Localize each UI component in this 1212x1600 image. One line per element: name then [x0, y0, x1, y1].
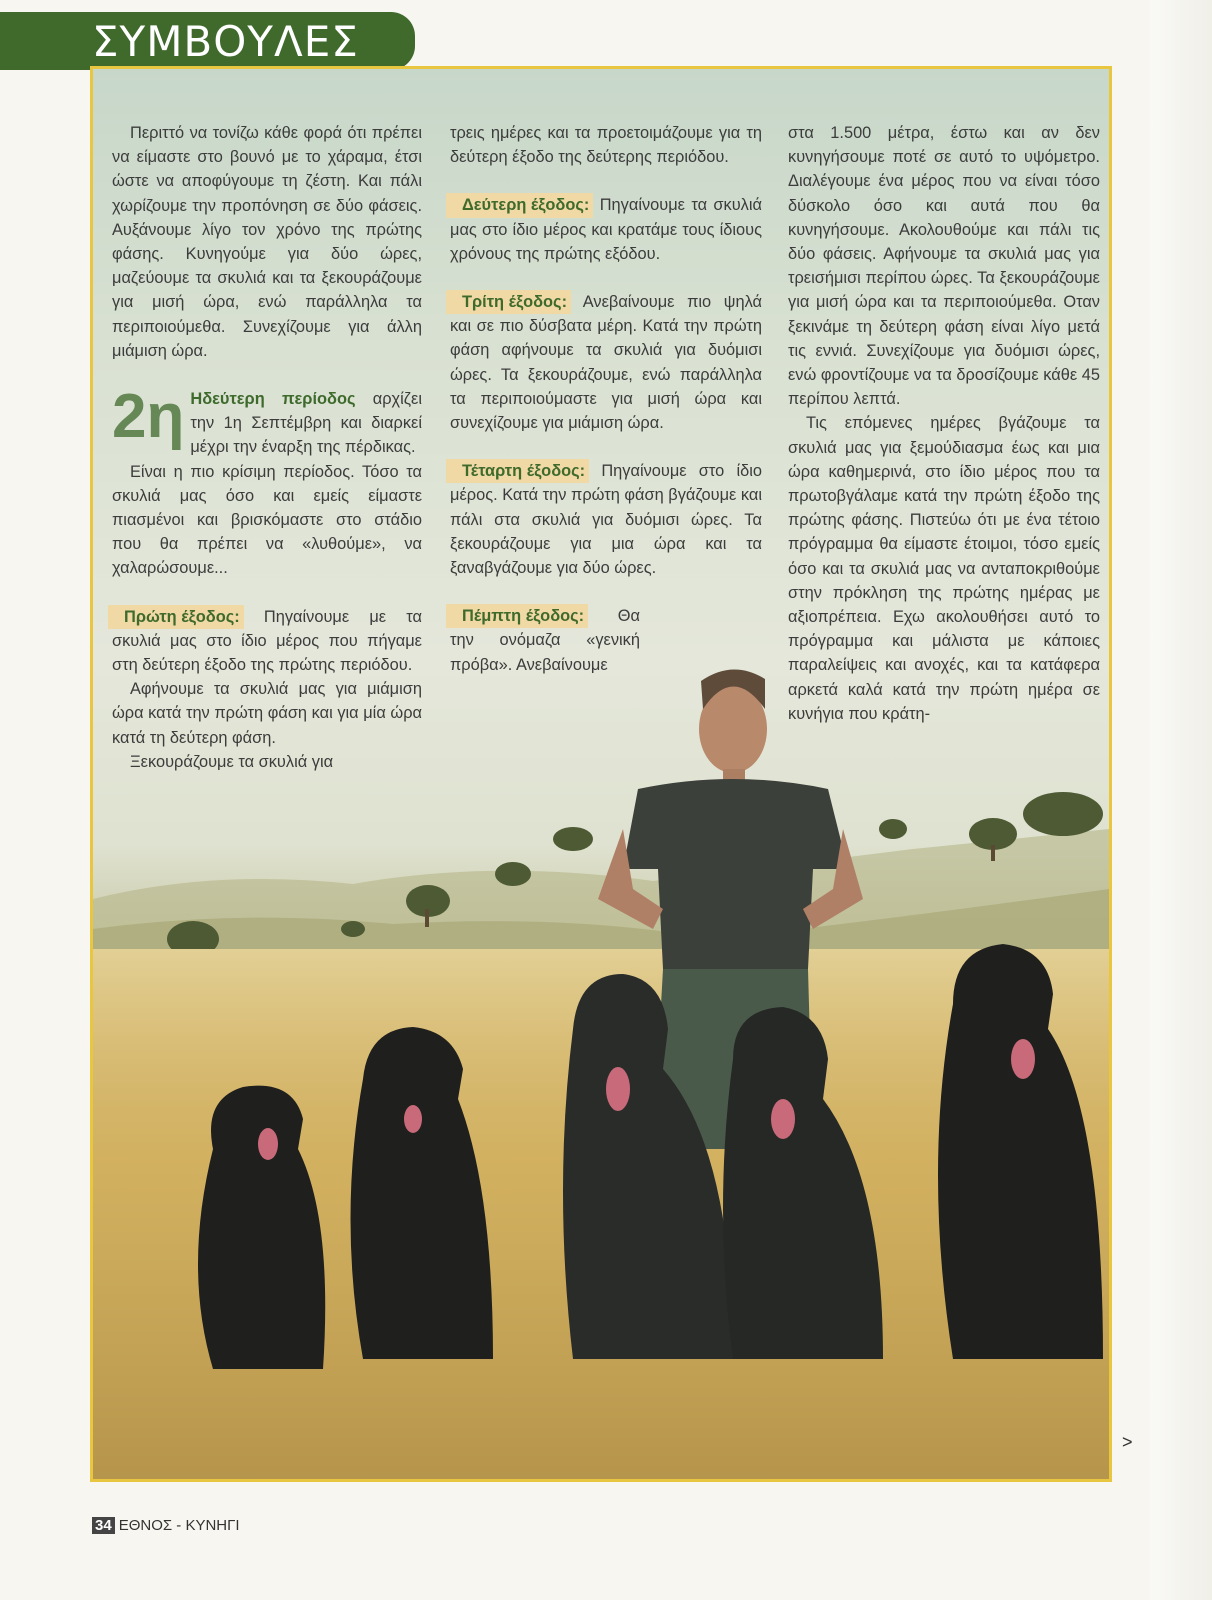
paragraph-third-exit: Τρίτη έξοδος: Ανεβαίνουμε πιο ψηλά και σε πιο δύσβατα μέρη. Κατά την πρώτη φάση αφήνουμε τα σκυλιά για δυόμισι ώρες. Τα ξεκουράζουμε, ενώ παράλληλα τα περιποιούμαστε για μισή ώρα και συνεχίζουμε για μιάμιση ώρα. [450, 290, 762, 435]
continue-marker: > [1122, 1432, 1133, 1452]
paragraph-fourth-exit: Τέταρτη έξοδος: Πηγαίνουμε στο ίδιο μέρος. Κατά την πρώτη φάση βγάζουμε και πάλι στα σκυλιά για δυόμισι ώρες. Τα ξεκουράζουμε για μια ώρα και τα ξαναβγάζουμε για δύο ώρες. [450, 459, 762, 580]
lead-phrase: δεύτερη περίοδος [202, 390, 356, 409]
paragraph: Είναι η πιο κρίσιμη περίοδος. Τόσο τα σκυλιά μας όσο και εμείς είμαστε πιασμένοι και βρισκόμαστε στο στάδιο που θα πρέπει να «λυθούμε», να χαλαρώσουμε... [112, 462, 422, 578]
paragraph: τρεις ημέρες και τα προετοιμάζουμε για τη δεύτερη έξοδο της δεύτερης περιόδου. [450, 124, 762, 167]
subheading: Πέμπτη έξοδος: [446, 604, 588, 628]
paragraph-fifth-exit: Πέμπτη έξοδος: Θα την ονόμαζα «γενική πρόβα». Ανεβαίνουμε [450, 604, 640, 677]
column-3 [788, 121, 1100, 726]
subheading: Τέταρτη έξοδος: [446, 459, 589, 483]
publication-name: ΕΘΝΟΣ - ΚΥΝΗΓΙ [118, 1517, 240, 1534]
column-1 [112, 121, 422, 774]
page-number: 34 [92, 1517, 115, 1534]
paragraph-first-exit: Πρώτη έξοδος: Πηγαίνουμε με τα σκυλιά μας στο ίδιο μέρος που πήγαμε στη δεύτερη έξοδο της πρώτης περιόδου. [112, 605, 422, 678]
subheading: Πρώτη έξοδος: [108, 605, 244, 629]
page-edge [1150, 0, 1212, 1600]
subheading: Τρίτη έξοδος: [446, 290, 571, 314]
paragraph: Ξεκουράζουμε τα σκυλιά για [130, 752, 334, 771]
paragraph: Περιττό να τονίζω κάθε φορά ότι πρέπει να είμαστε στο βουνό με το χάραμα, έτσι ώστε να αποφύγουμε τη ζέστη. Και πάλι χωρίζουμε την προπόνηση σε δύο φάσεις. Αυξάνουμε λίγο τον χρόνο της πρώτης φάσης. Κυνηγούμε για δύο ώρες, μαζεύουμε τα σκυλιά και τα ξεκουράζουμε για μισή ώρα, ενώ παράλληλα τα περιποιούμεθα. Συνεχίζουμε για άλλη μιάμιση ώρα. [112, 124, 422, 360]
paragraph-second-exit: Δεύτερη έξοδος: Πηγαίνουμε τα σκυλιά μας στο ίδιο μέρος και κρατάμε τους ίδιους χρόνους της πρώτης εξόδου. [450, 193, 762, 266]
paragraph: Αφήνουμε τα σκυλιά μας για μιάμιση ώρα κατά την πρώτη φάση και για μία ώρα κατά τη δεύτερη φάση. [112, 680, 422, 747]
column-2 [450, 121, 762, 677]
drop-cap: 2η [112, 382, 185, 452]
section-title: ΣΥΜΒΟΥΛΕΣ [92, 17, 359, 66]
paragraph-second-period: 2η Ηδεύτερη περίοδος αρχίζει την 1η Σεπτέμβρη και διαρκεί μέχρι την έναρξη της πέρδικας. [112, 382, 422, 457]
page-footer [92, 1517, 240, 1534]
subheading: Δεύτερη έξοδος: [446, 193, 593, 217]
paragraph: Τις επόμενες ημέρες βγάζουμε τα σκυλιά μας για ξεμούδιασμα έως και μια ώρα καθημερινά, στο ίδιο μέρος που τα πρωτοβγάλαμε κατά την πρώτη έξοδο της πρώτης φάσης. Πιστεύω ότι με ένα τέτοιο πρόγραμμα θα είμαστε έτοιμοι, τόσο εμείς όσο και τα σκυλιά μας να ανταποκριθούμε στην πρόκληση της πρώτης ημέρας με αξιοπρέπεια. Εχω ακολουθήσει αυτό το πρόγραμμα και μάλιστα με κάποιες παραλείψεις και ανοχές, και τα κατάφερα αρκετά καλά κατά την πρώτη ημέρα σε κυνήγια που κράτη- [788, 414, 1100, 723]
paragraph: στα 1.500 μέτρα, έστω και αν δεν κυνηγήσουμε ποτέ σε αυτό το υψόμετρο. Διαλέγουμε ένα μέρος που να είναι τόσο δύσκολο όσο και αυτά που θα κυνηγήσουμε. Ακολουθούμε και πάλι τις δύο φάσεις. Αφήνουμε τα σκυλιά μας για τρεισήμισι περίπου ώρες. Τα ξεκουράζουμε για μισή ώρα και τα περιποιούμεθα. Οταν ξεκινάμε τη δεύτερη φάση είναι λίγο μετά τις εννιά. Συνεχίζουμε για δυόμισι ώρες, ενώ φροντίζουμε να τα δροσίζουμε κάθε 45 περίπου λεπτά. [788, 124, 1100, 409]
